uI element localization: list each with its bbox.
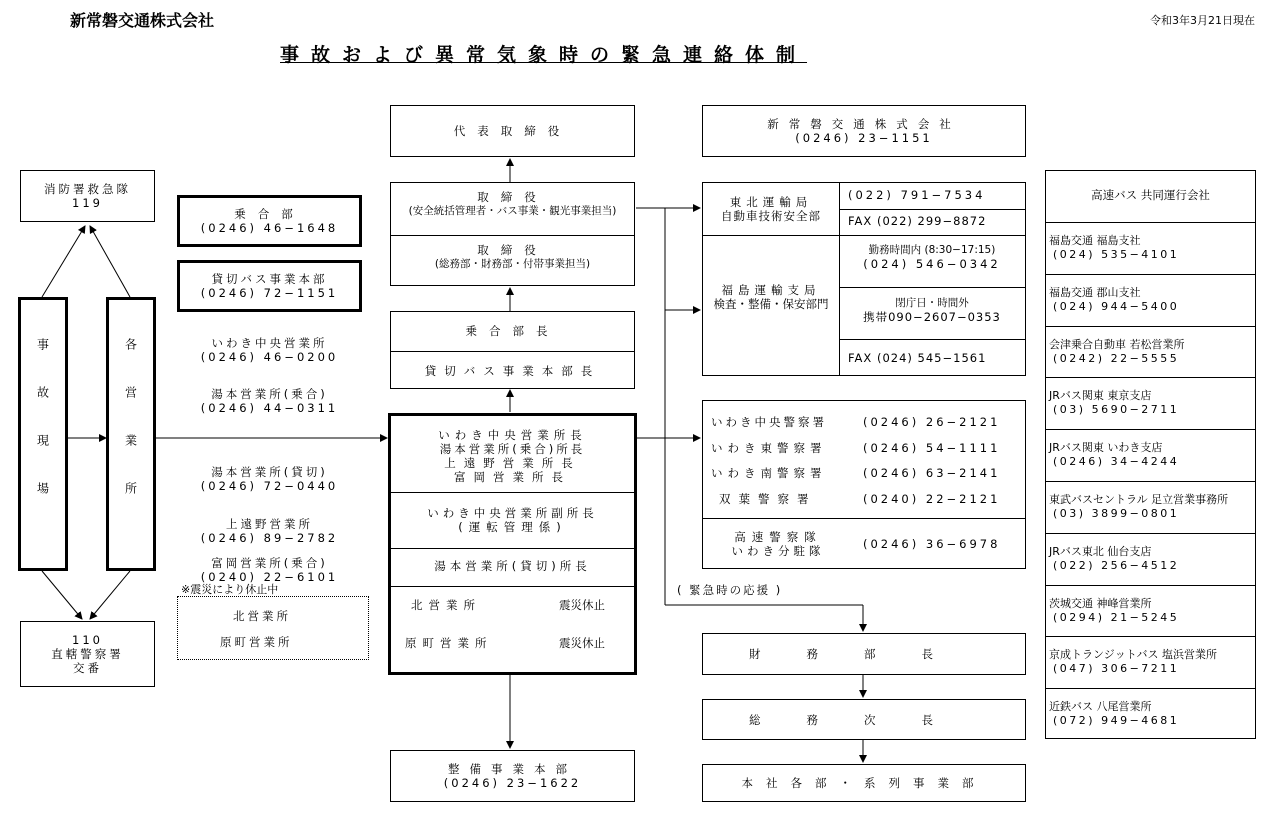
manager-item: 富岡営業所長: [454, 470, 571, 484]
president-label: 代表取締役: [453, 124, 572, 138]
fire-tel: 119: [72, 196, 103, 210]
police-station-tel: (0240) 22−2121: [863, 492, 1001, 506]
tohoku-fax: FAX (022) 299−8872: [848, 214, 987, 228]
kashikiri-dept-box: [177, 260, 362, 312]
director1-role: (安全統括管理者・バス事業・観光事業担当): [408, 205, 617, 217]
police-station-name: いわき南警察署: [711, 466, 827, 480]
partner-name: JRバス東北 仙台支店: [1049, 544, 1152, 558]
police-stations-box: [702, 400, 1026, 569]
office-name: 上遠野営業所: [226, 517, 313, 531]
seibi-box: [390, 750, 635, 802]
support-label: ( 緊急時の応援 ): [677, 583, 783, 597]
dept-heads-box: [390, 311, 635, 389]
closed-offices-box: [177, 596, 369, 660]
partner-row: [1046, 585, 1255, 638]
manager-item: いわき中央営業所長: [438, 428, 587, 442]
partner-row: [1046, 222, 1255, 275]
partner-name: 東武バスセントラル 足立営業事務所: [1049, 493, 1229, 506]
closed-office: 原町営業所: [220, 635, 293, 649]
highway-name2: いわき分駐隊: [731, 544, 825, 558]
seibi-name: 整備事業本部: [448, 762, 577, 776]
office-tel: (0246) 72−0440: [200, 479, 339, 493]
fukushima-off-tel: 携帯090−2607−0353: [863, 310, 1001, 324]
finance-box: [702, 633, 1026, 675]
vice-line2: (運転管理係): [458, 520, 567, 534]
partner-tel: (022) 256−4512: [1053, 558, 1180, 572]
director1: [391, 190, 634, 218]
office-list-1: [177, 336, 362, 364]
partner-tel: (0294) 21−5245: [1053, 610, 1180, 624]
partner-row: [1046, 688, 1255, 741]
vice-line1: いわき中央営業所副所長: [427, 506, 598, 520]
police-line3: 交番: [73, 661, 102, 675]
tohoku-name1: 東北運輸局: [729, 195, 813, 209]
tohoku-name2: 自動車技術安全部: [721, 209, 821, 223]
office-tel: (0246) 89−2782: [200, 531, 339, 545]
jouai-head: 乗合部長: [465, 324, 560, 338]
haramachi-status: 震災休止: [559, 636, 605, 650]
haramachi-office: 原町営業所: [405, 636, 493, 650]
jouai-dept-name: 乗合部: [234, 207, 305, 221]
company-box: [702, 105, 1026, 157]
page-title: 事故および異常気象時の緊急連絡体制: [280, 44, 808, 66]
partner-tel: (024) 944−5400: [1053, 299, 1180, 313]
tohoku-tel: (022) 791−7534: [848, 188, 986, 202]
partner-name: 茨城交通 神峰営業所: [1049, 596, 1152, 610]
highway-tel: (0246) 36−6978: [863, 537, 1001, 551]
fukushima-branch: [703, 283, 839, 311]
fukushima-name2: 検査・整備・保安部門: [713, 297, 829, 311]
tohoku-bureau: [703, 195, 839, 223]
police-station-name: 双葉警察署: [719, 492, 817, 506]
finance-label: 財務部長: [749, 647, 979, 661]
office-name: 湯本営業所(乗合): [211, 387, 328, 401]
partner-row: [1046, 636, 1255, 689]
partner-name: 福島交通 郡山支社: [1049, 285, 1141, 299]
highway-name1: 高速警察隊: [734, 530, 822, 544]
office-list-4: [177, 517, 362, 545]
fukushima-hours-label: 勤務時間内 (8:30−17:15): [868, 244, 996, 256]
closed-note: ※震災により休止中: [181, 583, 279, 596]
office-tel: (0240) 22−6101: [200, 570, 339, 584]
partner-row: [1046, 429, 1255, 482]
directors-box: [390, 182, 635, 286]
accident-site-label: 事故現場: [35, 338, 50, 530]
director1-name: 取締役: [477, 190, 548, 204]
partner-row: [1046, 377, 1255, 430]
partner-tel: (0246) 34−4244: [1053, 455, 1180, 469]
partner-tel: (024) 535−4101: [1053, 248, 1180, 261]
partner-name: 会津乗合自動車 若松営業所: [1049, 337, 1185, 351]
each-office-box: [106, 297, 156, 571]
fukushima-name1: 福島運輸支局: [721, 283, 821, 297]
closed-office: 北営業所: [233, 609, 291, 623]
partners-table: [1045, 170, 1256, 739]
yumoto-kashikiri-manager: 湯本営業所(貸切)所長: [434, 559, 591, 573]
partner-name: 京成トランジットバス 塩浜営業所: [1049, 648, 1218, 662]
company-box-tel: (0246) 23−1151: [795, 131, 933, 145]
partner-tel: (03) 5690−2711: [1053, 403, 1180, 417]
police-station-tel: (0246) 63−2141: [863, 466, 1001, 480]
hq-box: [702, 764, 1026, 802]
hq-label: 本社各部・系列事業部: [741, 776, 987, 790]
partner-tel: (072) 949−4681: [1053, 714, 1180, 728]
manager-item: 湯本営業所(乗合)所長: [439, 442, 586, 456]
partner-name: JRバス関東 東京支店: [1049, 389, 1152, 403]
police-station-tel: (0246) 54−1111: [863, 441, 1001, 455]
office-name: 湯本営業所(貸切): [211, 465, 328, 479]
kashikiri-dept-tel: (0246) 72−1151: [200, 286, 339, 300]
manager-item: 上遠野営業所長: [444, 456, 581, 470]
partner-row: [1046, 326, 1255, 379]
fukushima-fax: FAX (024) 545−1561: [848, 351, 987, 365]
police-line2: 直轄警察署: [51, 647, 124, 661]
managers-box: [388, 413, 637, 675]
partner-tel: (047) 306−7211: [1053, 662, 1180, 676]
office-name: 富岡営業所(乗合): [211, 556, 328, 570]
director2-role: (総務部・財務部・付帯事業担当): [434, 258, 591, 270]
manager-list: [391, 428, 634, 484]
company-name: 新常磐交通株式会社: [70, 11, 215, 30]
partner-tel: (03) 3899−0801: [1053, 507, 1180, 520]
office-list-5: [177, 556, 362, 584]
partner-name: JRバス関東 いわき支店: [1049, 441, 1163, 455]
police-box: [20, 621, 155, 687]
kashikiri-head: 貸切バス事業本部長: [424, 364, 601, 378]
company-box-name: 新常磐交通株式会社: [767, 117, 961, 131]
office-list-3: [177, 465, 362, 493]
office-name: いわき中央営業所: [211, 336, 328, 350]
seibi-tel: (0246) 23−1622: [443, 776, 582, 790]
director2-name: 取締役: [477, 243, 548, 257]
office-tel: (0246) 44−0311: [200, 401, 339, 415]
fire-name: 消防署救急隊: [44, 182, 131, 196]
fukushima-off-hours: [839, 296, 1025, 324]
highway-police: [703, 530, 853, 558]
partner-row: [1046, 274, 1255, 327]
date-label: 令和3年3月21日現在: [1150, 14, 1255, 27]
partners-title: 高速バス 共同運行会社: [1091, 188, 1210, 202]
office-list-2: [177, 387, 362, 415]
partner-row: [1046, 481, 1255, 534]
office-tel: (0246) 46−0200: [200, 350, 339, 364]
president-box: [390, 105, 635, 157]
director2: [391, 243, 634, 271]
transport-bureau-box: [702, 182, 1026, 376]
jouai-dept-tel: (0246) 46−1648: [200, 221, 339, 235]
partner-tel: (0242) 22−5555: [1053, 351, 1180, 365]
jouai-dept-box: [177, 195, 362, 247]
police-station-name: いわき中央警察署: [711, 415, 827, 429]
kita-office: 北営業所: [411, 598, 481, 612]
kashikiri-dept-name: 貸切バス事業本部: [211, 272, 328, 286]
partner-name: 福島交通 福島支社: [1049, 234, 1141, 247]
vice-manager: [391, 506, 634, 534]
police-station-tel: (0246) 26−2121: [863, 415, 1001, 429]
police-station-name: いわき東警察署: [711, 441, 827, 455]
fukushima-hours-tel: (024) 546−0342: [863, 257, 1001, 271]
fukushima-hours: [839, 243, 1025, 271]
general-affairs-box: [702, 699, 1026, 740]
partner-row: [1046, 533, 1255, 586]
partner-name: 近鉄バス 八尾営業所: [1049, 700, 1152, 714]
accident-site-box: [18, 297, 68, 571]
kita-status: 震災休止: [559, 598, 605, 612]
fukushima-off-label: 閉庁日・時間外: [895, 297, 969, 309]
fire-department-box: [20, 170, 155, 222]
general-affairs-label: 総務次長: [749, 712, 979, 727]
police-line1: 110: [72, 633, 103, 647]
each-office-label: 各営業所: [123, 338, 138, 530]
